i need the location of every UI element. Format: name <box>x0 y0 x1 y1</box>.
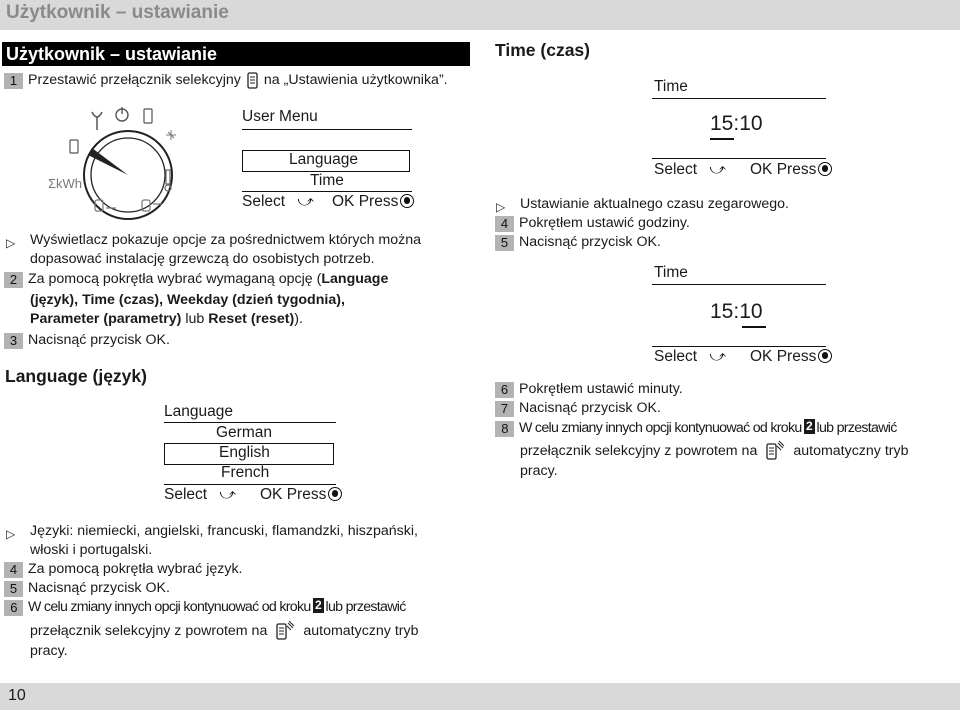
ok-press-label <box>750 348 832 366</box>
select-label <box>654 348 726 366</box>
step-8 <box>495 419 897 438</box>
option-parameter: Parameter (parametry) <box>30 311 182 327</box>
step-text-b: na „Ustawienia użytkownika”. <box>263 72 448 88</box>
display-divider <box>242 129 412 130</box>
language-heading: Language (język) <box>5 366 147 386</box>
ok-press-label <box>750 161 832 179</box>
comma: , <box>74 292 79 308</box>
step-6-line3: pracy. <box>30 643 68 659</box>
step-text: Nacisnąć przycisk OK. <box>519 234 661 250</box>
manual-mode-icon <box>246 72 260 90</box>
ok-press-text: OK Press <box>750 161 817 178</box>
ok-button-icon <box>400 194 414 208</box>
selector-dial-illustration <box>40 100 240 225</box>
step-number: 5 <box>495 235 514 251</box>
step-text: Za pomocą pokrętła wybrać język. <box>28 561 243 577</box>
or-text: lub <box>185 311 205 327</box>
automatic-mode-icon <box>765 440 785 462</box>
step-text: Pokrętłem ustawić godziny. <box>519 215 690 231</box>
section-title-bar: Użytkownik – ustawianie <box>2 42 470 66</box>
page-footer-band <box>0 683 960 710</box>
step-number: 8 <box>495 421 514 437</box>
ok-press-text: OK Press <box>332 193 399 210</box>
language-option-english: English <box>219 444 270 461</box>
info-triangle-icon: ▷ <box>496 200 506 214</box>
automatic-mode-icon <box>275 620 295 642</box>
select-text: Select <box>654 161 698 178</box>
step-8-line2 <box>520 440 908 462</box>
step-text-b: lub przestawić <box>325 599 406 615</box>
display-divider <box>652 158 826 159</box>
step-4 <box>4 560 242 579</box>
minutes-underline <box>742 326 766 328</box>
option-language-pl: (język) <box>30 292 75 308</box>
select-text: Select <box>242 193 286 210</box>
step-7 <box>495 399 661 418</box>
language-option-german: German <box>216 424 272 441</box>
step-8-line3: pracy. <box>520 463 558 479</box>
time-display-title: Time <box>654 78 688 95</box>
step-4 <box>495 214 690 233</box>
step-5 <box>495 233 661 252</box>
ok-press-label <box>260 486 342 504</box>
step-text: przełącznik selekcyjny z powrotem na <box>520 442 758 459</box>
select-text: Select <box>654 348 698 365</box>
hours-underline <box>710 138 734 140</box>
step-text: automatyczny tryb <box>303 622 419 639</box>
option-time: Time (czas) <box>82 292 160 308</box>
time-value-text: 15:10 <box>710 300 763 323</box>
select-label <box>164 486 236 504</box>
closing-text: ). <box>294 311 303 327</box>
step-number: 6 <box>495 382 514 398</box>
time-value <box>710 300 763 324</box>
step-text-b: lub przestawić <box>816 420 897 436</box>
rotate-knob-icon: ⤻ <box>219 486 236 503</box>
step-number: 5 <box>4 581 23 597</box>
info-triangle-icon: ▷ <box>6 236 16 250</box>
info-text-line2: dopasować instalację grzewczą do osobistych potrzeb. <box>30 251 375 267</box>
page-number: 10 <box>8 687 26 704</box>
step-5 <box>4 579 170 598</box>
language-menu-title: Language <box>164 403 233 420</box>
info-text: Ustawianie aktualnego czasu zegarowego. <box>520 196 789 212</box>
step-number: 4 <box>495 216 514 232</box>
time-display-title: Time <box>654 264 688 281</box>
info-triangle-icon: ▷ <box>6 527 16 541</box>
step-1 <box>4 71 448 90</box>
step-reference: 2 <box>804 419 815 434</box>
option-reset: Reset (reset) <box>208 311 295 327</box>
time-heading: Time (czas) <box>495 40 590 60</box>
display-divider <box>652 98 826 99</box>
info-text-line2: włoski i portugalski. <box>30 542 153 558</box>
ok-button-icon <box>818 349 832 363</box>
rotate-knob-icon: ⤻ <box>709 161 726 178</box>
info-text-line1: Wyświetlacz pokazuje opcje za pośrednictwem których można <box>30 232 421 248</box>
comma: , <box>340 292 345 308</box>
select-text: Select <box>164 486 208 503</box>
page-header-title: Użytkownik – ustawianie <box>6 2 229 23</box>
rotate-knob-icon: ⤻ <box>297 193 314 210</box>
select-label <box>242 193 314 211</box>
info-text-line1: Języki: niemiecki, angielski, francuski, flamandzki, hiszpański, <box>30 523 418 539</box>
rotate-knob-icon: ⤻ <box>709 348 726 365</box>
step-number: 6 <box>4 600 23 616</box>
user-menu-display <box>234 98 424 218</box>
step-text: Nacisnąć przycisk OK. <box>28 580 170 596</box>
step-6-line2 <box>30 620 418 642</box>
display-divider <box>164 422 336 423</box>
step-number: 2 <box>4 272 23 288</box>
ok-button-icon <box>818 162 832 176</box>
step-text-a: W celu zmiany innych opcji kontynuować od kroku <box>28 599 311 615</box>
ok-press-label <box>332 193 414 211</box>
step-text-a: W celu zmiany innych opcji kontynuować od kroku <box>519 420 802 436</box>
selector-dial <box>40 100 240 225</box>
time-display <box>646 70 832 190</box>
option-language: Language <box>321 271 389 287</box>
step-text: Pokrętłem ustawić minuty. <box>519 381 683 397</box>
step-text: przełącznik selekcyjny z powrotem na <box>30 622 268 639</box>
step-text: Nacisnąć przycisk OK. <box>28 332 170 348</box>
step-2-line3 <box>30 310 303 329</box>
select-label <box>654 161 726 179</box>
energy-kwh-label: ΣkWh <box>48 176 83 191</box>
display-divider <box>652 284 826 285</box>
menu-item-time: Time <box>310 172 344 189</box>
language-option-french: French <box>221 464 270 481</box>
step-6 <box>4 598 406 617</box>
column-gap <box>481 40 482 680</box>
display-divider <box>164 484 336 485</box>
step-2 <box>4 270 388 289</box>
step-2-line2 <box>30 291 345 310</box>
comma: , <box>159 292 164 308</box>
step-number: 4 <box>4 562 23 578</box>
page-header-band <box>0 0 960 30</box>
step-text-a: Przestawić przełącznik selekcyjny <box>28 72 241 88</box>
step-text-a: Za pomocą pokrętła wybrać wymaganą opcję ( <box>28 271 322 287</box>
ok-press-text: OK Press <box>750 348 817 365</box>
display-divider <box>652 346 826 347</box>
display-divider <box>242 191 412 192</box>
step-6 <box>495 380 683 399</box>
user-menu-title: User Menu <box>242 108 318 125</box>
step-number: 3 <box>4 333 23 349</box>
step-number: 1 <box>4 73 23 89</box>
menu-item-language: Language <box>289 151 358 168</box>
time-value-text: 15:10 <box>710 112 763 135</box>
option-weekday: Weekday (dzień tygodnia) <box>166 292 341 308</box>
step-number: 7 <box>495 401 514 417</box>
language-display <box>158 396 348 516</box>
step-text: Nacisnąć przycisk OK. <box>519 400 661 416</box>
step-3 <box>4 331 170 350</box>
time-value <box>710 112 763 136</box>
step-text: automatyczny tryb <box>793 442 909 459</box>
time-display <box>646 258 832 378</box>
ok-button-icon <box>328 487 342 501</box>
step-reference: 2 <box>313 598 324 613</box>
ok-press-text: OK Press <box>260 486 327 503</box>
